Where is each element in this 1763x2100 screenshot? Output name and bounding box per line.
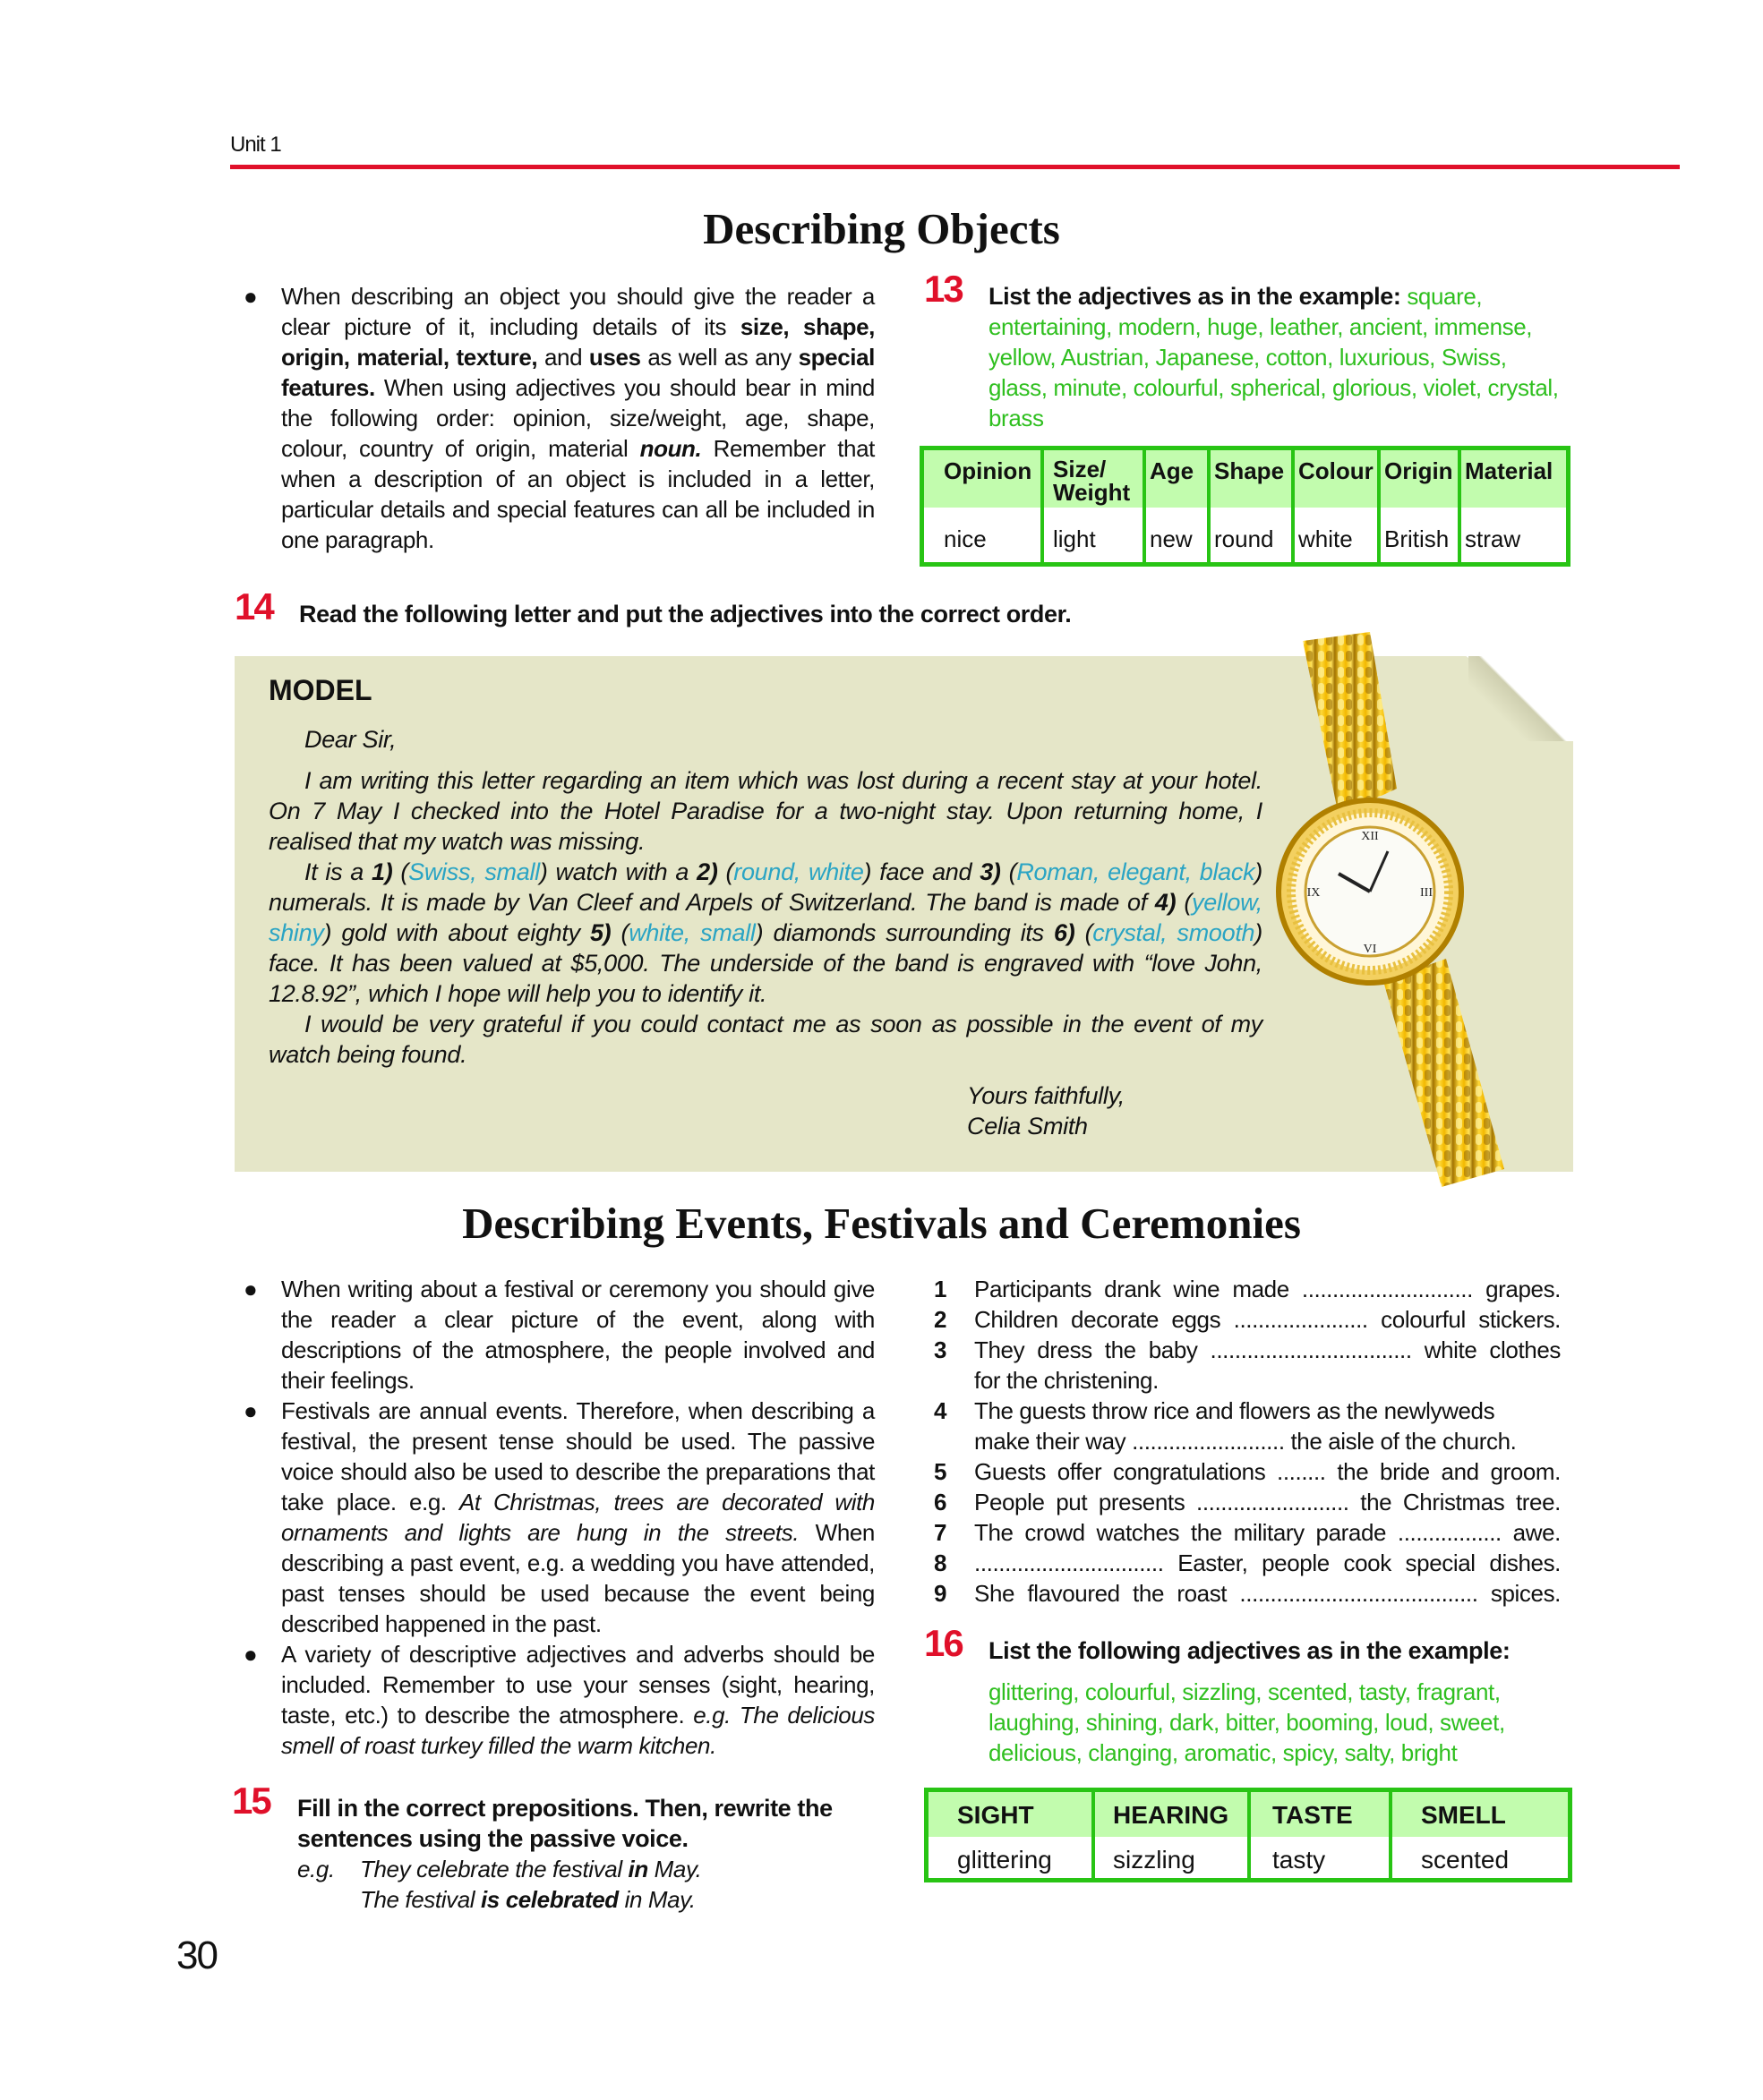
exercise-15-example bbox=[297, 1854, 870, 1915]
cell-smell: scented bbox=[1391, 1837, 1570, 1881]
sentence-line bbox=[934, 1396, 1561, 1426]
sentence-line bbox=[934, 1365, 1561, 1396]
page-number: 30 bbox=[176, 1934, 217, 1977]
sentence-line bbox=[934, 1517, 1561, 1548]
senses-table bbox=[924, 1788, 1572, 1882]
text-run: in May. bbox=[618, 1886, 696, 1913]
answer-text: white, small bbox=[629, 919, 756, 946]
text-run: ( bbox=[1074, 919, 1093, 946]
section-title-describing-events: Describing Events, Festivals and Ceremonies bbox=[462, 1199, 1301, 1248]
cell-shape: round bbox=[1209, 508, 1293, 565]
bold-text: 1) bbox=[372, 858, 393, 885]
bullet-item bbox=[244, 281, 875, 555]
sentence-line bbox=[934, 1578, 1561, 1609]
exercise-13-instruction: List the adjectives as in the example: bbox=[988, 283, 1401, 310]
exercise-15-content bbox=[297, 1793, 870, 1915]
bullet-text bbox=[281, 283, 875, 553]
text-run: e.g. The delicious smell of roast turkey filled the warm kitchen. bbox=[281, 1702, 875, 1759]
sentence-number: 7 bbox=[934, 1519, 947, 1546]
col-header-size-weight: Size/ Weight bbox=[1042, 448, 1144, 508]
sentence-text: Guests offer congratulations ........ the bride and groom. bbox=[974, 1458, 1561, 1485]
example-passive bbox=[360, 1886, 696, 1913]
model-label: MODEL bbox=[269, 674, 372, 706]
cell-sight: glittering bbox=[927, 1837, 1094, 1881]
header-rule bbox=[230, 165, 1680, 169]
sentence-text: They dress the baby ................................. white clothes bbox=[974, 1336, 1561, 1363]
objects-left-column bbox=[244, 281, 875, 555]
answer-text: crystal, smooth bbox=[1092, 919, 1255, 946]
answer-text: Roman, elegant, black bbox=[1016, 858, 1255, 885]
cell-material: straw bbox=[1459, 508, 1569, 565]
bold-text: size, shape, origin, material, texture, bbox=[281, 313, 875, 371]
col-header-shape: Shape bbox=[1209, 448, 1293, 508]
bullet-item bbox=[244, 1274, 875, 1396]
text-run: I am writing this letter regarding an item which was lost during a recent stay at your hotel. On 7 May I checked into the Hotel Paradise for a two-night stay. Upon returning home, I realised that my watch was missing. bbox=[269, 767, 1262, 855]
events-tips-list bbox=[244, 1274, 875, 1761]
svg-text:XII: XII bbox=[1361, 830, 1379, 843]
text-run: ( bbox=[392, 858, 409, 885]
sentence-line bbox=[934, 1335, 1561, 1365]
sentence-text: She flavoured the roast ....................................... spices. bbox=[974, 1580, 1561, 1607]
sentence-line bbox=[934, 1304, 1561, 1335]
exercise-16-header bbox=[924, 1622, 1573, 1666]
bold-text: in bbox=[628, 1856, 648, 1882]
letter-closing: Yours faithfully, bbox=[967, 1082, 1125, 1109]
events-left-column bbox=[232, 1274, 875, 1915]
svg-text:IX: IX bbox=[1306, 886, 1321, 900]
text-run: May. bbox=[647, 1856, 702, 1882]
col-header-taste: TASTE bbox=[1249, 1790, 1391, 1837]
bullet-icon: ● bbox=[244, 1276, 258, 1302]
bold-text: 2) bbox=[697, 858, 718, 885]
exercise-13-prompt bbox=[988, 281, 1570, 433]
cell-hearing: sizzling bbox=[1093, 1837, 1249, 1881]
bold-text: noun. bbox=[639, 435, 702, 462]
sentence-text: make their way ......................... the aisle of the church. bbox=[974, 1428, 1517, 1455]
unit-label: Unit 1 bbox=[230, 132, 281, 157]
bullet-icon: ● bbox=[244, 1397, 258, 1424]
text-run: ) watch with a bbox=[539, 858, 697, 885]
exercise-15 bbox=[232, 1780, 875, 1915]
cell-opinion: nice bbox=[922, 508, 1043, 565]
events-row bbox=[0, 1274, 1763, 1915]
exercise-number-14: 14 bbox=[235, 585, 273, 627]
exercise-13-word-list: square, entertaining, modern, huge, leather, ancient, immense, yellow, Austrian, Japanese, cotton, luxurious, Swiss, glass, minute, colourful, spherical, glorious, violet, crystal, brass bbox=[988, 283, 1559, 431]
sentence-number bbox=[934, 1365, 974, 1396]
answer-text: yellow, shiny bbox=[269, 889, 1262, 946]
example-label: e.g. bbox=[297, 1856, 335, 1882]
col-header-smell: SMELL bbox=[1391, 1790, 1570, 1837]
cell-colour: white bbox=[1293, 508, 1379, 565]
sentence-line bbox=[934, 1456, 1561, 1487]
sentence-number: 6 bbox=[934, 1489, 947, 1515]
bullet-icon: ● bbox=[244, 1641, 258, 1668]
text-run: ) face. It has been valued at $5,000. The underside of the band is engraved with “love John, 12.8.92”, which I hope will help you to identify it. bbox=[269, 919, 1262, 1007]
bullet-text bbox=[281, 1397, 875, 1637]
text-run: ( bbox=[1000, 858, 1017, 885]
letter-greeting: Dear Sir, bbox=[304, 726, 397, 753]
exercise-16-instruction: List the following adjectives as in the example: bbox=[988, 1637, 1511, 1664]
preposition-sentences-list bbox=[924, 1274, 1561, 1609]
objects-row bbox=[0, 268, 1763, 567]
sentence-line bbox=[934, 1274, 1561, 1304]
text-run: The festival bbox=[360, 1886, 481, 1913]
sentence-line bbox=[934, 1426, 1561, 1456]
watch-band-top bbox=[1303, 632, 1397, 815]
bold-text: uses bbox=[588, 344, 641, 371]
model-letter bbox=[269, 724, 1262, 1141]
exercise-14-instruction: Read the following letter and put the adjectives into the correct order. bbox=[299, 601, 1072, 627]
sentence-number: 3 bbox=[934, 1336, 947, 1363]
sentence-number: 8 bbox=[934, 1549, 947, 1576]
cell-age: new bbox=[1144, 508, 1209, 565]
bold-text: 3) bbox=[980, 858, 1001, 885]
text-run: ( bbox=[717, 858, 734, 885]
col-header-age: Age bbox=[1144, 448, 1209, 508]
section-title-describing-objects: Describing Objects bbox=[703, 204, 1060, 253]
letter-paragraph-2 bbox=[269, 857, 1262, 1009]
bullet-text bbox=[281, 1641, 875, 1759]
text-run: ) gold with about eighty bbox=[323, 919, 590, 946]
exercise-number-16: 16 bbox=[924, 1622, 963, 1664]
sentence-text: Participants drank wine made ............................ grapes. bbox=[974, 1276, 1561, 1302]
sentence-number: 9 bbox=[934, 1580, 947, 1607]
exercise-16-word-list: glittering, colourful, sizzling, scented, tasty, fragrant, laughing, shining, dark, bitter, booming, loud, sweet, delicious, clanging, aromatic, spicy, salty, bright bbox=[988, 1678, 1505, 1766]
svg-text:III: III bbox=[1420, 886, 1433, 900]
sentence-text: The crowd watches the military parade ................. awe. bbox=[974, 1519, 1561, 1546]
text-run: Remember that when a description of an object is included in a letter, particular details and special features can all be included in one paragraph. bbox=[281, 435, 875, 553]
sentence-number: 2 bbox=[934, 1306, 947, 1333]
letter-area bbox=[235, 656, 1573, 1172]
letter-paragraph-3 bbox=[269, 1009, 1262, 1070]
bullet-item bbox=[244, 1396, 875, 1639]
svg-text:VI: VI bbox=[1363, 943, 1377, 956]
bold-text: 5) bbox=[589, 919, 612, 946]
exercise-13-header bbox=[924, 268, 1573, 433]
answer-text: round, white bbox=[733, 858, 864, 885]
text-run: I would be very grateful if you could contact me as soon as possible in the event of my watch being found. bbox=[269, 1011, 1262, 1068]
col-header-origin: Origin bbox=[1379, 448, 1459, 508]
text-run: A variety of descriptive adjectives and adverbs should be included. Remember to use your senses (sight, hearing, taste, etc.) to describe the atmosphere. bbox=[281, 1641, 875, 1729]
text-run: When using adjectives you should bear in mind the following order: opinion, size/weight, age, shape, colour, country of origin, material bbox=[281, 374, 875, 462]
text-run: ) diamonds surrounding its bbox=[755, 919, 1054, 946]
text-run: ) numerals. It is made by Van Cleef and Arpels of Switzerland. The band is made of bbox=[269, 858, 1262, 916]
page-content bbox=[0, 204, 1763, 1915]
sentence-text: People put presents ......................... the Christmas tree. bbox=[974, 1489, 1561, 1515]
bold-text: 4) bbox=[1154, 889, 1177, 916]
exercise-number-15: 15 bbox=[232, 1780, 270, 1822]
text-run: It is a bbox=[304, 858, 372, 885]
answer-text: Swiss, small bbox=[408, 858, 540, 885]
watch-band-bottom bbox=[1383, 959, 1504, 1187]
events-right-column bbox=[924, 1274, 1573, 1882]
bullet-icon: ● bbox=[244, 283, 258, 310]
cell-origin: British bbox=[1379, 508, 1459, 565]
sentence-text: for the christening. bbox=[974, 1367, 1159, 1394]
adjective-order-table bbox=[920, 446, 1570, 567]
exercise-14-header bbox=[235, 585, 1763, 629]
cell-taste: tasty bbox=[1249, 1837, 1391, 1881]
sentence-line bbox=[934, 1548, 1561, 1578]
text-run: When describing a past event, e.g. a wedding you have attended, past tenses should be used because the event being described happened in the past. bbox=[281, 1519, 875, 1637]
sentence-line bbox=[934, 1487, 1561, 1517]
cell-size-weight: light bbox=[1042, 508, 1144, 565]
text-run: They celebrate the festival bbox=[360, 1856, 629, 1882]
bold-text: special features. bbox=[281, 344, 875, 401]
text-run: ( bbox=[611, 919, 629, 946]
exercise-15-instruction: Fill in the correct prepositions. Then, rewrite the sentences using the passive voice. bbox=[297, 1795, 833, 1852]
sentence-number bbox=[934, 1426, 974, 1456]
text-run: ) face and bbox=[863, 858, 980, 885]
col-header-hearing: HEARING bbox=[1093, 1790, 1249, 1837]
text-run: When describing an object you should give the reader a clear picture of it, including details of its bbox=[281, 283, 875, 340]
letter-paragraph-1 bbox=[269, 765, 1262, 857]
sentence-text: The guests throw rice and flowers as the newlyweds bbox=[974, 1397, 1495, 1424]
bold-text: is celebrated bbox=[480, 1886, 619, 1913]
bold-text: 6) bbox=[1054, 919, 1075, 946]
letter-signature: Celia Smith bbox=[967, 1113, 1088, 1140]
bullet-item bbox=[244, 1639, 875, 1761]
col-header-opinion: Opinion bbox=[922, 448, 1043, 508]
col-header-colour: Colour bbox=[1293, 448, 1379, 508]
sentence-text: Children decorate eggs ...................... colourful stickers. bbox=[974, 1306, 1561, 1333]
sentence-number: 1 bbox=[934, 1276, 947, 1302]
col-header-material: Material bbox=[1459, 448, 1569, 508]
gold-watch-image bbox=[1276, 632, 1518, 1191]
exercise-number-13: 13 bbox=[924, 268, 963, 310]
sentence-number: 5 bbox=[934, 1458, 947, 1485]
text-run: as well as any bbox=[640, 344, 799, 371]
text-run: Festivals are annual events. Therefore, when describing a festival, the present tense should be used. The passive voice should also be used to describe the preparations that take place. e.g. bbox=[281, 1397, 875, 1515]
exercise-13 bbox=[924, 268, 1573, 567]
text-run: ( bbox=[1176, 889, 1193, 916]
text-run: and bbox=[537, 344, 589, 371]
bullet-text bbox=[281, 1276, 875, 1394]
sentence-number: 4 bbox=[934, 1397, 947, 1424]
text-run: When writing about a festival or ceremony you should give the reader a clear picture of the event, along with descriptions of the atmosphere, the people involved and their feelings. bbox=[281, 1276, 875, 1394]
sentence-text: ............................... Easter, people cook special dishes. bbox=[974, 1549, 1561, 1576]
objects-tips-list bbox=[244, 281, 875, 555]
col-header-sight: SIGHT bbox=[927, 1790, 1094, 1837]
example-active bbox=[360, 1856, 701, 1882]
text-run: At Christmas, trees are decorated with ornaments and lights are hung in the streets. bbox=[281, 1489, 875, 1546]
